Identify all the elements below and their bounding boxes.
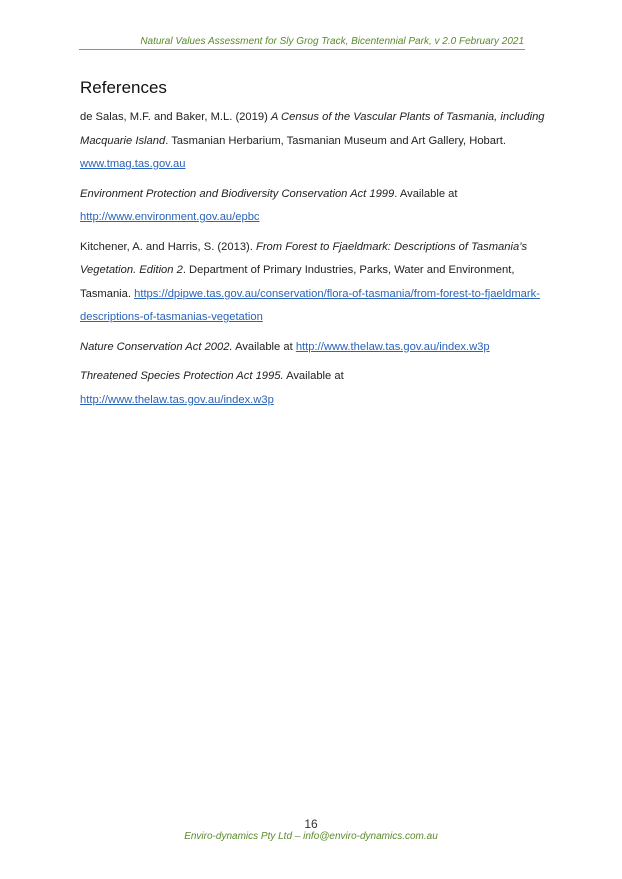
reference-item	[80, 365, 550, 412]
reference-details: . Available at	[394, 187, 458, 200]
page-number: 16	[304, 817, 318, 831]
reference-authors: de Salas, M.F. and Baker, M.L. (2019)	[80, 111, 271, 123]
reference-title: From Forest to Fjaeldmark: Descriptions of Tasmania’s Vegetation. Edition 2	[80, 240, 528, 276]
reference-details: Available at	[283, 370, 344, 382]
header-title: Natural Values Assessment for Sly Grog Track, Bicentennial Park, v 2.0 February 2021	[140, 36, 524, 47]
reference-details: . Department of Primary Industries, Parks, Water and Environment, Tasmania.	[80, 264, 515, 300]
reference-details: Available at	[232, 340, 296, 353]
reference-link[interactable]: http://www.environment.gov.au/epbc	[80, 211, 260, 223]
reference-title: Nature Conservation Act 2002.	[80, 340, 233, 353]
reference-link[interactable]: www.tmag.tas.gov.au	[80, 158, 186, 170]
reference-item	[80, 106, 550, 177]
reference-item	[80, 236, 550, 330]
reference-title: A Census of the Vascular Plants of Tasmania, including Macquarie Island	[80, 111, 545, 147]
reference-authors: Kitchener, A. and Harris, S. (2013).	[80, 240, 256, 253]
reference-link[interactable]: https://dpipwe.tas.gov.au/conservation/flora-of-tasmania/from-forest-to-fjaeldmark-descriptions-of-tasmanias-vegetation	[80, 287, 540, 323]
section-heading: References	[80, 78, 167, 97]
reference-link[interactable]: http://www.thelaw.tas.gov.au/index.w3p	[80, 393, 274, 406]
header-divider	[79, 49, 525, 50]
reference-title: Threatened Species Protection Act 1995.	[80, 370, 284, 382]
footer-text: Enviro-dynamics Pty Ltd – info@enviro-dynamics.com.au	[184, 831, 438, 842]
reference-link[interactable]: http://www.thelaw.tas.gov.au/index.w3p	[295, 340, 490, 353]
reference-item	[80, 336, 550, 360]
reference-item	[80, 183, 550, 230]
reference-details: . Tasmanian Herbarium, Tasmanian Museum and Art Gallery, Hobart.	[165, 134, 506, 147]
references-section	[80, 76, 550, 418]
reference-title: Environment Protection and Biodiversity Conservation Act 1999	[80, 187, 395, 200]
